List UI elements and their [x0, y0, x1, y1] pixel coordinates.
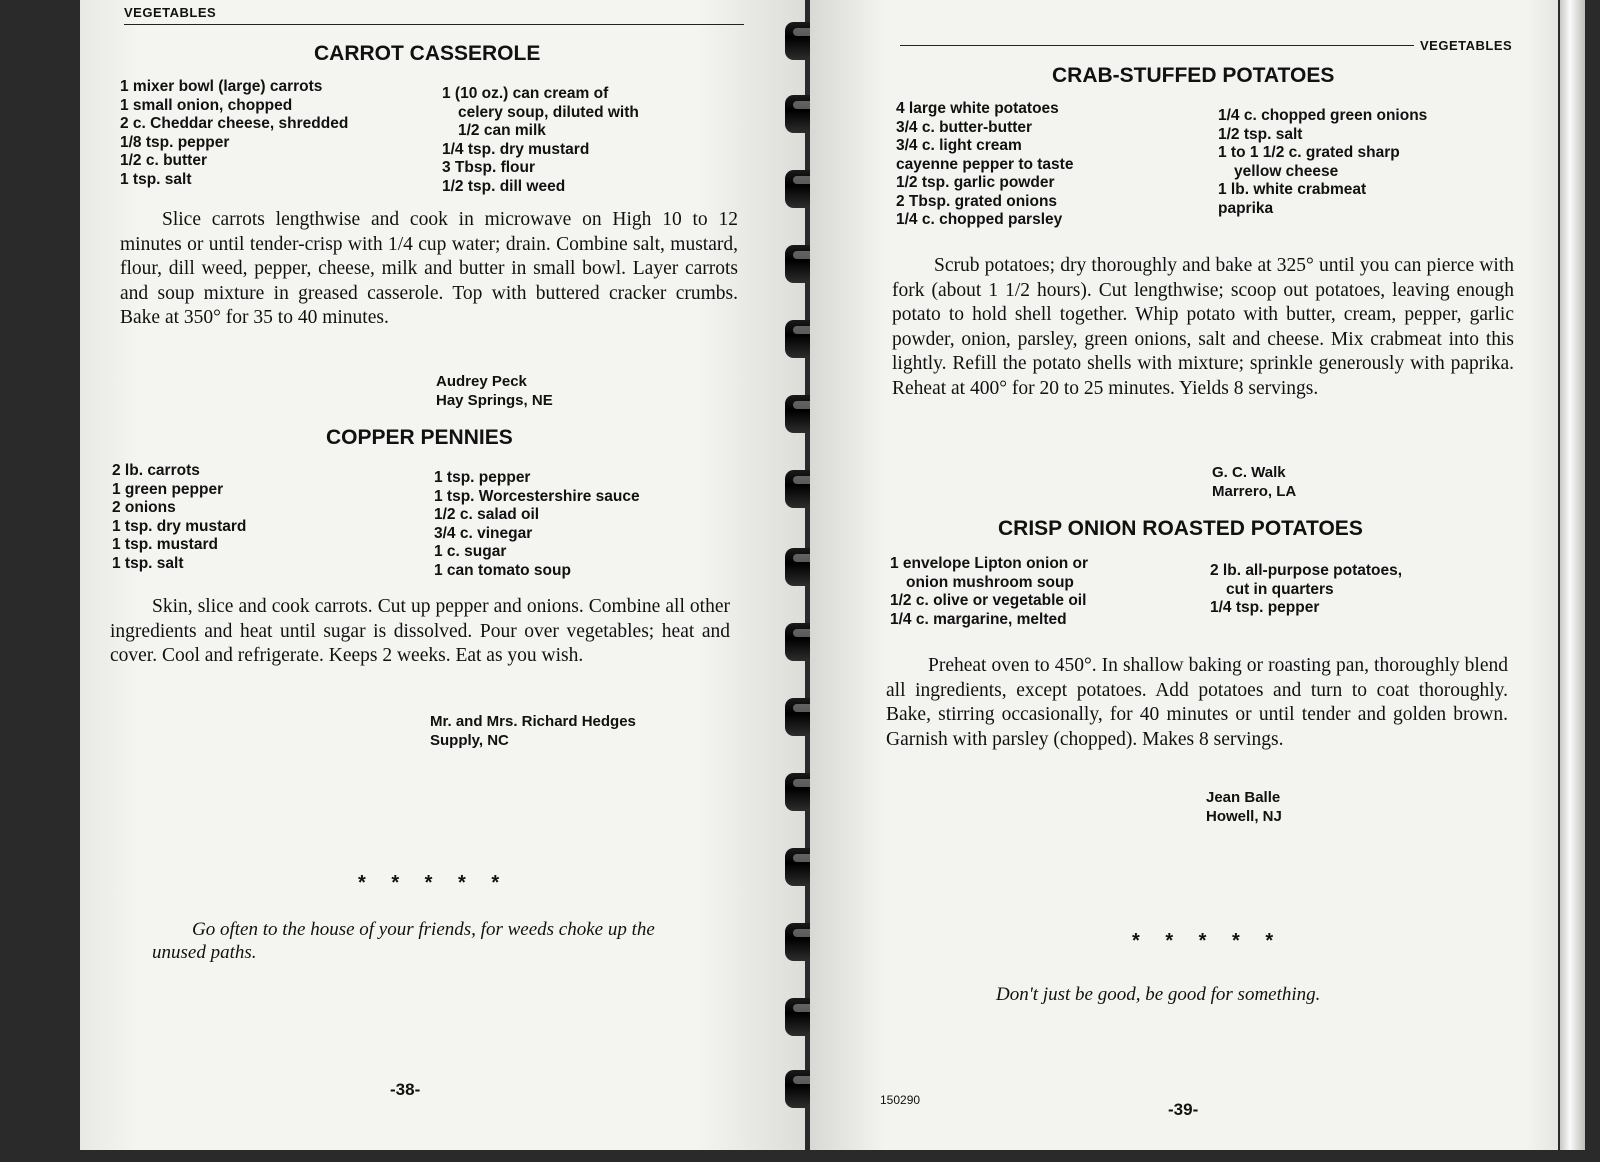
ingredient: 2 c. Cheddar cheese, shredded	[120, 115, 349, 132]
author-copper-pennies	[430, 712, 636, 750]
cookbook-spread	[10, 0, 1585, 1150]
section-header: VEGETABLES	[1414, 38, 1512, 53]
ingredient: 1 to 1 1/2 c. grated sharp	[1218, 144, 1400, 161]
ingredient: 1/2 c. butter	[120, 152, 207, 169]
ingredient: 3/4 c. vinegar	[434, 524, 533, 542]
ingredient: 1 tsp. mustard	[112, 536, 218, 553]
decorative-stars: * * * * *	[1132, 930, 1284, 952]
author-location: Supply, NC	[430, 732, 509, 749]
ingredient: 2 lb. carrots	[112, 462, 200, 479]
ingredients-right-crisp-onion-roasted-potatoes	[1210, 562, 1402, 618]
ingredient: 1/4 c. margarine, melted	[890, 610, 1067, 628]
ingredient: 1/2 can milk	[458, 122, 546, 139]
left-page	[80, 0, 805, 1150]
ingredients-left-copper-pennies	[112, 462, 246, 573]
ingredient: 3/4 c. butter-butter	[896, 118, 1033, 136]
ingredients-left-crab-stuffed-potatoes	[896, 100, 1073, 230]
ingredient: onion mushroom soup	[906, 573, 1074, 591]
ingredient: 1 (10 oz.) can cream of	[442, 85, 609, 102]
ingredient: cut in quarters	[1226, 580, 1334, 598]
ingredient: 2 Tbsp. grated onions	[896, 192, 1058, 210]
ingredients-right-copper-pennies	[434, 469, 640, 580]
ingredient: 1/4 tsp. dry mustard	[442, 140, 590, 158]
ingredient: 1/4 c. chopped green onions	[1218, 107, 1428, 124]
ingredient: 1/2 tsp. garlic powder	[896, 174, 1055, 191]
ingredient: 1/2 tsp. salt	[1218, 125, 1303, 143]
author-crab-stuffed-potatoes	[1212, 463, 1296, 501]
ingredient: 1 green pepper	[112, 480, 224, 498]
page-edge	[1560, 0, 1585, 1150]
recipe-title-carrot-casserole: CARROT CASSEROLE	[314, 42, 541, 65]
instructions-crisp-onion-roasted-potatoes: Preheat oven to 450°. In shallow baking or roasting pan, thoroughly blend all ingredients, except potatoes. Add potatoes and turn to coat thoroughly. Bake, stirring occasionally, for 40 minutes or until tender and golden brown. Garnish with parsley (chopped). Makes 8 servings.	[886, 655, 1508, 750]
ingredient: 1 mixer bowl (large) carrots	[120, 78, 323, 95]
ingredient: 1 lb. white crabmeat	[1218, 181, 1367, 198]
instructions-carrot-casserole: Slice carrots lengthwise and cook in microwave on High 10 to 12 minutes or until tender-crisp with 1/4 cup water; drain. Combine salt, mustard, flour, dill weed, pepper, cheese, milk and butter in small bowl. Layer carrots and soup mixture in greased casserole. Top with buttered cracker crumbs. Bake at 350° for 35 to 40 minutes.	[120, 209, 738, 328]
decorative-stars: * * * * *	[358, 872, 510, 894]
ingredient: 1 small onion, chopped	[120, 96, 293, 114]
ingredients-right-carrot-casserole	[442, 85, 639, 196]
author-crisp-onion-roasted-potatoes	[1206, 788, 1282, 826]
ingredients-left-carrot-casserole	[120, 78, 348, 189]
ingredient: 1/4 tsp. pepper	[1210, 599, 1320, 616]
header-rule	[124, 24, 744, 25]
ingredient: 1/8 tsp. pepper	[120, 133, 230, 151]
ingredient: 1/2 c. olive or vegetable oil	[890, 592, 1087, 609]
author-location: Howell, NJ	[1206, 808, 1282, 825]
ingredient: 2 onions	[112, 499, 176, 516]
quote: Go often to the house of your friends, for weeds choke up the unused paths.	[152, 919, 655, 963]
ingredient: cayenne pepper to taste	[896, 155, 1074, 173]
ingredient: 1/2 tsp. dill weed	[442, 177, 566, 195]
ingredient: 1/4 c. chopped parsley	[896, 211, 1063, 228]
author-name: Mr. and Mrs. Richard Hedges	[430, 713, 636, 730]
ingredient: 3/4 c. light cream	[896, 137, 1022, 154]
instructions-copper-pennies: Skin, slice and cook carrots. Cut up pepper and onions. Combine all other ingredients and heat until sugar is dissolved. Pour over vegetables; heat and cover. Cool and refrigerate. Keeps 2 weeks. Eat as you wish.	[110, 596, 730, 666]
ingredients-right-crab-stuffed-potatoes	[1218, 107, 1427, 218]
ingredient: 1 tsp. dry mustard	[112, 517, 247, 535]
author-location: Marrero, LA	[1212, 483, 1297, 500]
ingredient: paprika	[1218, 199, 1274, 217]
ingredient: 1 tsp. salt	[120, 170, 192, 188]
ingredients-left-crisp-onion-roasted-potatoes	[890, 555, 1088, 629]
page-number: -38-	[390, 1080, 421, 1099]
ingredient: 3 Tbsp. flour	[442, 159, 535, 176]
right-page	[810, 0, 1558, 1150]
author-name: G. C. Walk	[1212, 464, 1286, 481]
ingredient: 1 can tomato soup	[434, 561, 571, 579]
ingredient: 1 tsp. salt	[112, 554, 184, 572]
ingredient: 4 large white potatoes	[896, 100, 1059, 117]
ingredient: 2 lb. all-purpose potatoes,	[1210, 562, 1403, 579]
recipe-title-copper-pennies: COPPER PENNIES	[326, 426, 513, 449]
footer-code: 150290	[880, 1093, 921, 1107]
recipe-title-crab-stuffed-potatoes: CRAB-STUFFED POTATOES	[1052, 64, 1335, 87]
ingredient: 1 c. sugar	[434, 543, 507, 560]
author-carrot-casserole	[436, 372, 553, 410]
instructions-crab-stuffed-potatoes: Scrub potatoes; dry thoroughly and bake at 325° until you can pierce with fork (about 1 1/2 hours). Cut lengthwise; scoop out potatoes, leaving enough potato to hold shell together. Whip potato with butter, cream, pepper, garlic powder, onion, parsley, green onions, salt and cheese. Mix crabmeat into this lightly. Refill the potato shells with mixture; sprinkle generously with paprika. Reheat at 400° for 20 to 25 minutes. Yields 8 servings.	[892, 255, 1514, 399]
page-number: -39-	[1168, 1100, 1199, 1119]
ingredient: 1 envelope Lipton onion or	[890, 555, 1089, 572]
quote: Don't just be good, be good for something.	[996, 984, 1321, 1005]
ingredient: yellow cheese	[1234, 162, 1339, 180]
ingredient: celery soup, diluted with	[458, 103, 639, 121]
section-header: VEGETABLES	[124, 5, 217, 20]
ingredient: 1/2 c. salad oil	[434, 506, 540, 523]
ingredient: 1 tsp. pepper	[434, 469, 531, 486]
recipe-title-crisp-onion-roasted-potatoes: CRISP ONION ROASTED POTATOES	[998, 517, 1363, 540]
author-name: Audrey Peck	[436, 373, 527, 390]
author-name: Jean Balle	[1206, 789, 1281, 806]
ingredient: 1 tsp. Worcestershire sauce	[434, 487, 640, 505]
author-location: Hay Springs, NE	[436, 392, 553, 409]
